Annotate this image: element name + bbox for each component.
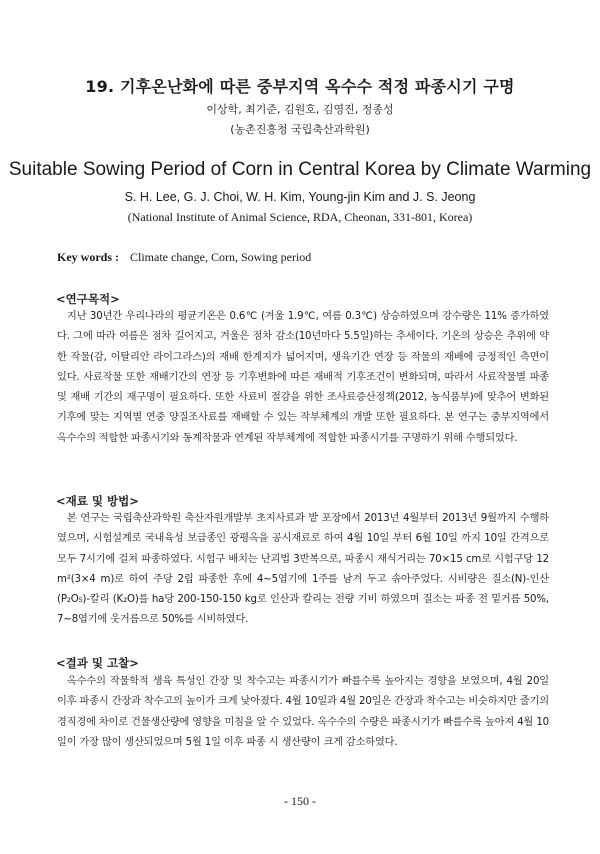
keywords-label: Key words : [57,250,119,264]
authors-korean: 이상학, 최기준, 김원호, 김영진, 정종성 [206,103,394,116]
section-heading-purpose: <연구목적> [56,292,120,306]
results-text: 옥수수의 작물학적 생육 특성인 간장 및 착수고는 파종시기가 빠를수록 높아지는 경향을 보였으며, 4월 20일 이후 파종시 간장과 착수고의 높이가 크게 낮아졌다. 4월 10일과 4월 20일은 간장과 착수고는 비슷하지만 줄기의 경직경에 차이로 건물생산량에 영향을 미침을 알 수 있었다. 옥수수의 수량은 파종시기가 빠를수록 높아져 4월 10일이 가장 많이 생산되었으며 5월 1일 이후 파종 시 생산량이 크게 감소하였다. [57,676,549,748]
section-text-methods [57,509,549,631]
purpose-text: 지난 30년간 우리나라의 평균기온은 0.6℃ (겨울 1.9℃, 여름 0.3℃) 상승하였으며 강수량은 11% 증가하였다. 그에 따라 여름은 점차 길어지고, 겨울은 점차 감소(10년마다 5.5일)하는 추세이다. 기온의 상승은 추위에 약한 작물(감, 이탈리안 라이그라스)의 재배 한계지가 넓어지며, 생육기간 연장 등 작물의 재배에 긍정적인 측면이 있다. 사료작물 또한 재배기간의 연장 등 기후변화에 따른 재배적 기후조건이 변화되며, 따라서 사료작물별 파종 및 재배 기간의 재구명이 필요하다. 또한 사료비 절감을 위한 조사료증산정책(2012, 농식품부)에 맞추어 변화된 기후에 맞는 지역별 연중 양질조사료를 재배할 수 있는 작부체계의 개발 또한 필요하다. 본 연구는 중부지역에서 옥수수의 적합한 파종시기와 동계작물과 연계된 작부체계에 적합한 파종시기를 구명하기 위해 수행되었다. [57,311,549,444]
section-heading-methods: <재료 및 방법> [56,494,139,508]
institution-english: (National Institute of Animal Science, RDA, Cheonan, 331-801, Korea) [127,210,473,224]
section-text-results [57,672,549,753]
page-number: - 150 - [284,794,316,808]
keywords [57,250,557,265]
title-korean: 19. 기후온난화에 따른 중부지역 옥수수 적정 파종시기 구명 [85,77,515,96]
keywords-value: Climate change, Corn, Sowing period [130,250,312,264]
methods-text: 본 연구는 국립축산과학원 축산자원개발부 초지사료과 밭 포장에서 2013년 4월부터 2013년 9월까지 수행하였으며, 시험설계로 국내육성 보급종인 광평옥을 공시재료로 하여 4월 10일 부터 6월 10일 까지 10일 간격으로 모두 7시기에 걸쳐 파종하였다. 시험구 배치는 난괴법 3반복으로, 파종시 재식거리는 70×15 cm로 시험구당 12 m²(3×4 m)로 하여 주당 2립 파종한 후에 4~5엽기에 1주를 남겨 두고 솎아주었다. 시비량은 질소(N)-인산(P₂O₅)-칼리 (K₂O)를 ha당 200-150-150 kg로 인산과 칼리는 전량 기비 하였으며 질소는 파종 전 밑거름 50%, 7~8엽기에 웃거름으로 50%를 시비하였다. [57,513,549,626]
section-heading-results: <결과 및 고찰> [56,656,139,670]
section-text-purpose [57,307,549,449]
institution-korean: (농촌진흥청 국립축산과학원) [230,123,370,136]
authors-english: S. H. Lee, G. J. Choi, W. H. Kim, Young-jin Kim and J. S. Jeong [124,190,476,204]
title-english: Suitable Sowing Period of Corn in Central Korea by Climate Warming [8,159,592,180]
